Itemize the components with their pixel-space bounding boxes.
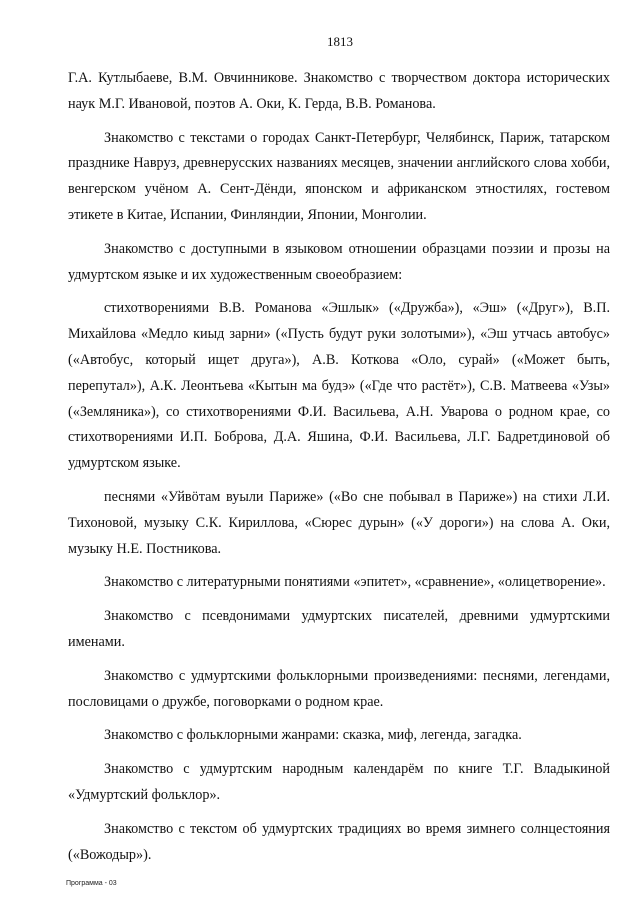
paragraph: Знакомство с псевдонимами удмуртских писателей, древними удмуртскими именами.	[68, 608, 610, 650]
paragraph: Знакомство с доступными в языковом отношении образцами поэзии и прозы на удмуртском языке и их художественным своеобразием:	[68, 240, 610, 283]
paragraph: Знакомство с текстами о городах Санкт-Петербург, Челябинск, Париж, татарском празднике Навруз, древнерусских названиях месяцев, значении английского слова хобби, венгерском учёном А. Сент-Дёнди, японском и африканском этностилях, гостевом этикете в Китае, Испании, Финляндии, Японии, Монголии.	[68, 129, 610, 223]
paragraph: Знакомство с текстом об удмуртских традициях во время зимнего солнцестояния («Вожодыр»).	[68, 820, 610, 863]
document-body	[68, 66, 610, 876]
paragraph: Г.А. Кутлыбаеве, В.М. Овчинникове. Знакомство с творчеством доктора исторических наук М.Г. Ивановой, поэтов А. Оки, К. Герда, В.В. Романова.	[68, 70, 610, 112]
paragraph: Знакомство с фольклорными жанрами: сказка, миф, легенда, загадка.	[104, 727, 522, 744]
paragraph: Знакомство с литературными понятиями «эпитет», «сравнение», «олицетворение».	[104, 574, 606, 591]
paragraph: песнями «Уйвӧтам вуыли Париже» («Во сне побывал в Париже») на стихи Л.И. Тихоновой, музыку С.К. Кириллова, «Сюрес дурын» («У дороги») на слова А. Оки, музыку Н.Е. Постникова.	[68, 488, 610, 557]
page-number: 1813	[327, 34, 353, 49]
footer-label: Программа - 03	[66, 880, 117, 887]
paragraph: Знакомство с удмуртским народным календарём по книге Т.Г. Владыкиной «Удмуртский фольклор».	[68, 761, 610, 803]
paragraph: Знакомство с удмуртскими фольклорными произведениями: песнями, легендами, пословицами о дружбе, поговорками о родном крае.	[68, 667, 610, 710]
paragraph: стихотворениями В.В. Романова «Эшлык» («Дружба»), «Эш» («Друг»), В.П. Михайлова «Медло киыд зарни» («Пусть будут руки золотыми»), «Эш утчась автобус» («Автобус, который ищет друга»), А.В. Коткова «Оло, сурай» («Может быть, перепутал»), А.К. Леонтьева «Кытын ма будэ» («Где что растёт»), С.В. Матвеева «Узы» («Земляника»), со стихотворениями Ф.И. Васильева, А.Н. Уварова о родном крае, со стихотворениями И.П. Боброва, Д.А. Яшина, Ф.И. Васильева, Л.Г. Бадретдиновой об удмуртском языке.	[68, 300, 610, 472]
